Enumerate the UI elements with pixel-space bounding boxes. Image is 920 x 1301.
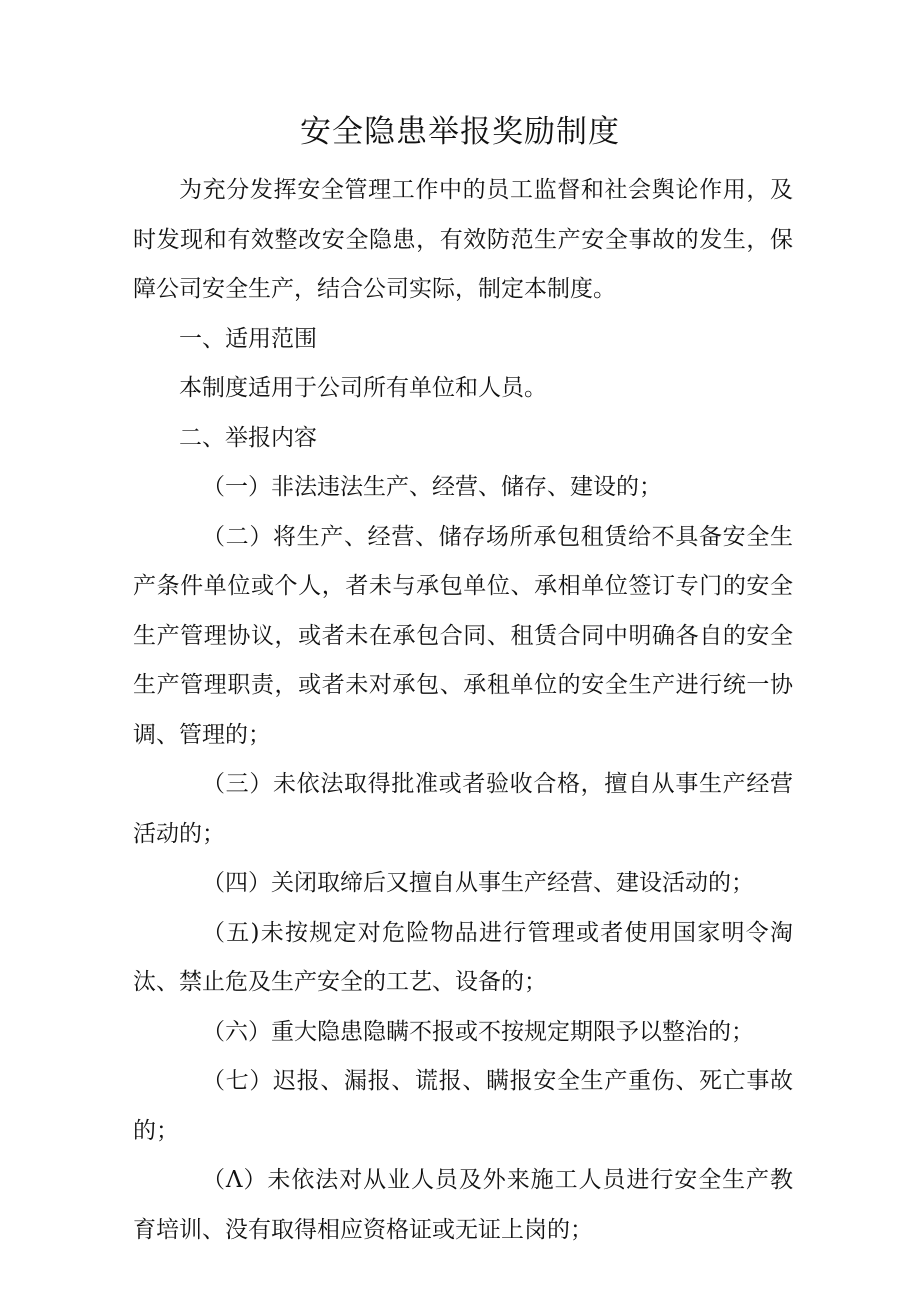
scope-paragraph: 本制度适用于公司所有单位和人员。: [179, 375, 547, 401]
document-title: 安全隐患举报奖励制度: [300, 114, 620, 150]
section-heading-scope: 一、适用范围: [179, 325, 317, 352]
report-item: （四）关闭取缔后又擅自从事生产经营、建设活动的；: [202, 870, 754, 896]
section-heading-content: 二、举报内容: [179, 424, 317, 451]
report-item: （一）非法违法生产、经营、储存、建设的；: [202, 474, 662, 500]
document-body: [133, 166, 793, 1255]
report-item: （五)未按规定对危险物品进行管理或者使用国家明令淘汰、禁止危及生产安全的工艺、设备的；: [133, 919, 793, 995]
report-item: （二）将生产、经营、储存场所承包租赁给不具备安全生产条件单位或个人，者未与承包单位、承相单位签订专门的安全生产管理协议，或者未在承包合同、租赁合同中明确各自的安全生产管理职责，或者未对承包、承租单位的安全生产进行统一协调、管理的；: [133, 523, 793, 748]
report-item: （Λ）未依法对从业人员及外来施工人员进行安全生产教育培训、没有取得相应资格证或无证上岗的；: [133, 1167, 793, 1243]
report-item: （六）重大隐患隐瞒不报或不按规定期限予以整治的；: [202, 1018, 754, 1045]
report-item: （七）迟报、漏报、谎报、瞒报安全生产重伤、死亡事故的；: [133, 1068, 793, 1144]
intro-paragraph: 为充分发挥安全管理工作中的员工监督和社会舆论作用，及时发现和有效整改安全隐患，有效防范生产安全事故的发生，保障公司安全生产，结合公司实际，制定本制度。: [133, 177, 793, 302]
report-item: （三）未依法取得批准或者验收合格，擅自从事生产经营活动的；: [133, 771, 793, 847]
